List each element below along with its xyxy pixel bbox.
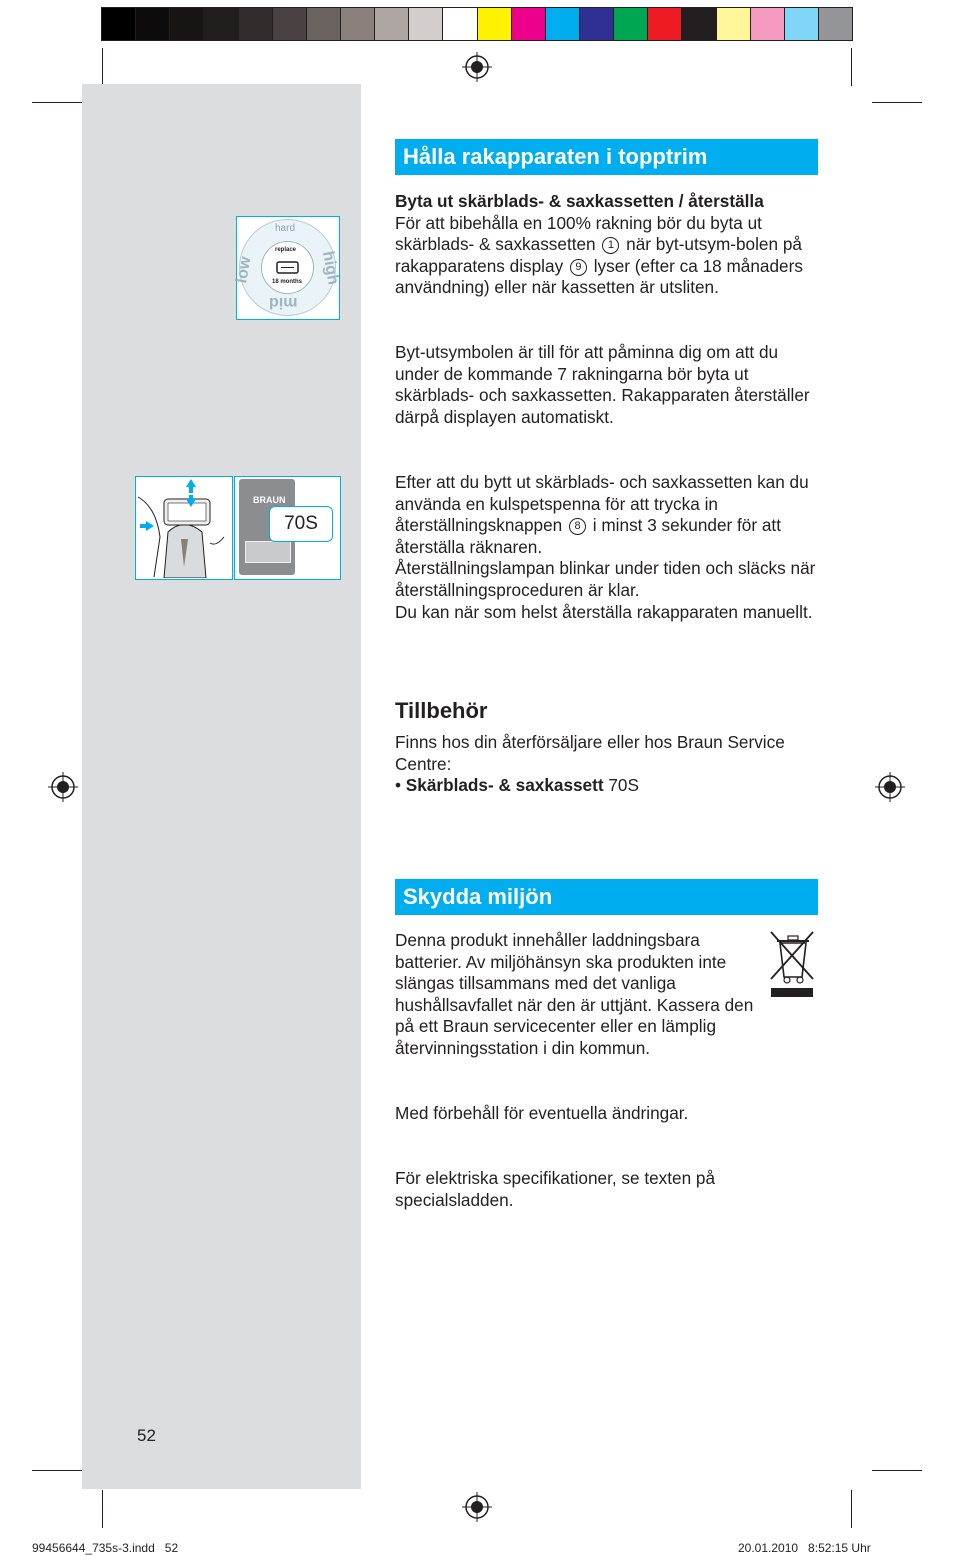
crop-mark: [32, 102, 82, 103]
electrical-spec-text: För elektriska specifikationer, se texten på specialsladden.: [395, 1168, 716, 1210]
color-swatch: [341, 8, 375, 40]
color-swatch: [785, 8, 819, 40]
color-swatch: [512, 8, 546, 40]
section-heading-accessories: Tillbehör: [395, 698, 488, 723]
p3-text-a: Efter att du bytt ut skärblads- och saxkassetten kan du använda en kulspetspenna för att trycka in återställningsknappen: [395, 472, 809, 536]
number-1-icon: 1: [602, 237, 619, 254]
dial-label-left: low: [233, 255, 255, 285]
color-swatch: [273, 8, 307, 40]
page-number: 52: [137, 1426, 156, 1445]
color-swatch: [478, 8, 512, 40]
footer-file-info: 99456644_735s-3.indd 52: [32, 1541, 179, 1555]
section-heading-maintenance: Hålla rakapparaten i topptrim: [395, 139, 818, 175]
color-control-bar: [101, 7, 853, 41]
dial-inner-bottom: 18 months: [272, 279, 303, 285]
dial-label-right: high: [319, 249, 342, 287]
p1-text-c: lyser (efter ca 18 månaders användning) eller när kassetten är utsliten.: [395, 255, 803, 298]
section-heading-environment: Skydda miljön: [395, 879, 818, 915]
cartridge-blade: [245, 541, 291, 563]
color-swatch: [136, 8, 170, 40]
p3-text-b: i minst 3 sekunder för att återställa räknaren. Återställningslampan blinkar under tiden och släcks när återställningsproceduren är klar. Du kan när som helst återställa rakapparaten manuellt.: [395, 515, 816, 622]
color-swatch: [717, 8, 751, 40]
accessories-intro: Finns hos din återförsäljare eller hos Braun Service Centre:: [395, 732, 785, 774]
color-swatch: [682, 8, 716, 40]
number-9-icon: 9: [570, 259, 587, 276]
color-swatch: [170, 8, 204, 40]
accessory-model: 70S: [603, 775, 639, 795]
registration-mark-icon: [48, 772, 78, 802]
color-swatch: [307, 8, 341, 40]
registration-mark-icon: [875, 772, 905, 802]
color-swatch: [614, 8, 648, 40]
environment-paragraph: Denna produkt innehåller laddningsbara batterier. Av miljöhänsyn ska produkten inte slängas tillsammans med det vanliga hushållsavfallet när den är uttjänt. Kassera den på ett Braun servicecenter eller en lämplig återvinningsstation i din kommun.: [395, 930, 754, 1058]
number-8-icon: 8: [569, 518, 586, 535]
model-label: 70S: [269, 506, 333, 542]
color-swatch: [204, 8, 238, 40]
color-swatch: [580, 8, 614, 40]
crop-mark: [102, 48, 103, 86]
replace-subheading: Byta ut skärblads- & saxkassetten / återställa: [395, 191, 764, 211]
crop-mark: [32, 1470, 82, 1471]
p1-text-b: när byt-utsym-bolen på rakapparatens display: [395, 234, 802, 276]
crop-mark: [102, 1490, 103, 1528]
footer-timestamp: 20.01.2010 8:52:15 Uhr: [738, 1541, 871, 1555]
crop-mark: [872, 102, 922, 103]
color-swatch: [648, 8, 682, 40]
accessory-name: Skärblads- & saxkassett: [405, 775, 604, 795]
color-swatch: [546, 8, 580, 40]
color-swatch: [751, 8, 785, 40]
dial-label-top: hard: [275, 223, 296, 234]
shaver-reset-figure: [135, 476, 233, 580]
color-swatch: [102, 8, 136, 40]
color-swatch: [443, 8, 477, 40]
registration-mark-icon: [462, 52, 492, 82]
maintenance-paragraph-3: [395, 472, 820, 623]
crop-mark: [851, 48, 852, 86]
maintenance-paragraph-2: Byt-utsymbolen är till för att påminna dig om att du under de kommande 7 rakningarna bör byta ut skärblads- och saxkassetten. Rakapparaten återställer därpå displayen automatiskt.: [395, 342, 810, 427]
color-swatch: [375, 8, 409, 40]
registration-mark-icon: [462, 1492, 492, 1522]
maintenance-paragraph-1: [395, 191, 820, 299]
disclaimer-text: Med förbehåll för eventuella ändringar.: [395, 1103, 689, 1123]
cartridge-brand: BRAUN: [253, 495, 286, 505]
p1-text-a: För att bibehålla en 100% rakning bör du byta ut skärblads- & saxkassetten: [395, 212, 762, 255]
display-dial-figure: [233, 216, 342, 320]
color-swatch: [409, 8, 443, 40]
crop-mark: [872, 1470, 922, 1471]
accessories-bullet: • Skärblads- & saxkassett 70S: [395, 775, 639, 795]
color-swatch: [819, 8, 852, 40]
dial-inner-top: replace: [275, 247, 297, 253]
cartridge-package-figure: [234, 476, 341, 580]
weee-bin-icon: [768, 929, 816, 999]
color-swatch: [239, 8, 273, 40]
dial-label-bottom: mid: [269, 294, 298, 311]
crop-mark: [851, 1490, 852, 1528]
